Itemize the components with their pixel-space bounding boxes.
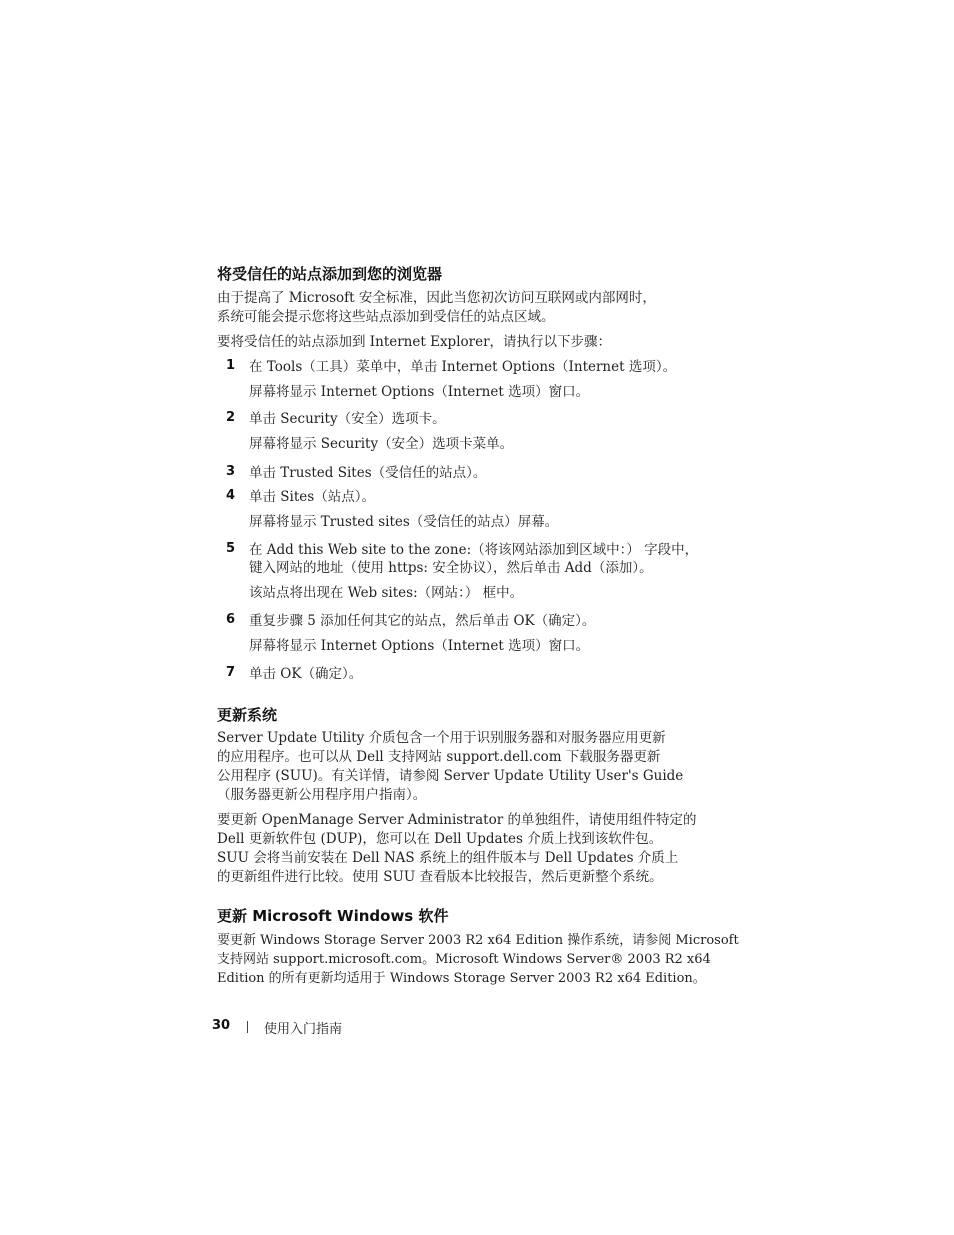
step-result: 屏幕将显示 Trusted sites（受信任的站点）屏幕。	[249, 514, 559, 530]
paragraph-line: Edition 的所有更新均适用于 Windows Storage Server 2003 R2 x64 Edition。	[217, 971, 706, 986]
step-text: 单击 Sites（站点）。	[249, 489, 375, 505]
paragraph-line: 支持网站 support.microsoft.com。Microsoft Windows Server® 2003 R2 x64	[217, 952, 711, 967]
paragraph-line: 系统可能会提示您将这些站点添加到受信任的站点区域。	[217, 309, 555, 325]
paragraph-line: 要更新 Windows Storage Server 2003 R2 x64 Edition 操作系统，请参阅 Microsoft	[217, 933, 739, 948]
paragraph-line: 要将受信任的站点添加到 Internet Explorer，请执行以下步骤：	[217, 334, 612, 350]
footer-divider	[247, 1021, 248, 1033]
section-heading-update-system: 更新系统	[217, 706, 278, 724]
paragraph-line: 公用程序 (SUU)。有关详情，请参阅 Server Update Utility User's Guide	[217, 768, 684, 784]
step-text: 重复步骤 5 添加任何其它的站点，然后单击 OK（确定）。	[249, 613, 596, 629]
step-result: 屏幕将显示 Internet Options（Internet 选项）窗口。	[249, 384, 590, 400]
step-text: 在 Add this Web site to the zone:（将该网站添加到区域中：） 字段中，	[249, 542, 699, 558]
step-number: 1	[226, 358, 236, 373]
step-result: 屏幕将显示 Security（安全）选项卡菜单。	[249, 436, 514, 452]
step-text: 单击 Trusted Sites（受信任的站点）。	[249, 465, 487, 481]
paragraph-line: Dell 更新软件包 (DUP)，您可以在 Dell Updates 介质上找到该软件包。	[217, 831, 663, 847]
step-number: 5	[226, 541, 236, 556]
section-heading-update-windows: 更新 Microsoft Windows 软件	[217, 907, 449, 925]
footer-title: 使用入门指南	[264, 1022, 343, 1037]
paragraph-line: SUU 会将当前安装在 Dell NAS 系统上的组件版本与 Dell Updates 介质上	[217, 850, 679, 866]
paragraph-line: 要更新 OpenManage Server Administrator 的单独组件，请使用组件特定的	[217, 812, 697, 828]
step-number: 2	[226, 410, 236, 425]
paragraph-line: 的应用程序。也可以从 Dell 支持网站 support.dell.com 下载服务器更新	[217, 749, 661, 765]
step-number: 3	[226, 464, 236, 479]
step-result: 屏幕将显示 Internet Options（Internet 选项）窗口。	[249, 638, 590, 654]
step-number: 6	[226, 612, 236, 627]
section-heading-trusted-sites: 将受信任的站点添加到您的浏览器	[217, 265, 443, 283]
step-text: 在 Tools（工具）菜单中，单击 Internet Options（Internet 选项）。	[249, 359, 677, 375]
paragraph-line: （服务器更新公用程序用户指南）。	[217, 787, 427, 803]
step-number: 4	[226, 488, 236, 503]
page-number: 30	[212, 1018, 231, 1033]
step-number: 7	[226, 665, 236, 680]
step-text: 单击 Security（安全）选项卡。	[249, 411, 446, 427]
paragraph-line: 由于提高了 Microsoft 安全标准，因此当您初次访问互联网或内部网时，	[217, 290, 656, 306]
paragraph-line: 的更新组件进行比较。使用 SUU 查看版本比较报告，然后更新整个系统。	[217, 869, 663, 885]
step-text: 单击 OK（确定）。	[249, 666, 363, 682]
step-text: 键入网站的地址（使用 https: 安全协议），然后单击 Add（添加）。	[249, 560, 653, 576]
paragraph-line: Server Update Utility 介质包含一个用于识别服务器和对服务器应用更新	[217, 730, 666, 746]
step-result: 该站点将出现在 Web sites:（网站：） 框中。	[249, 585, 524, 601]
